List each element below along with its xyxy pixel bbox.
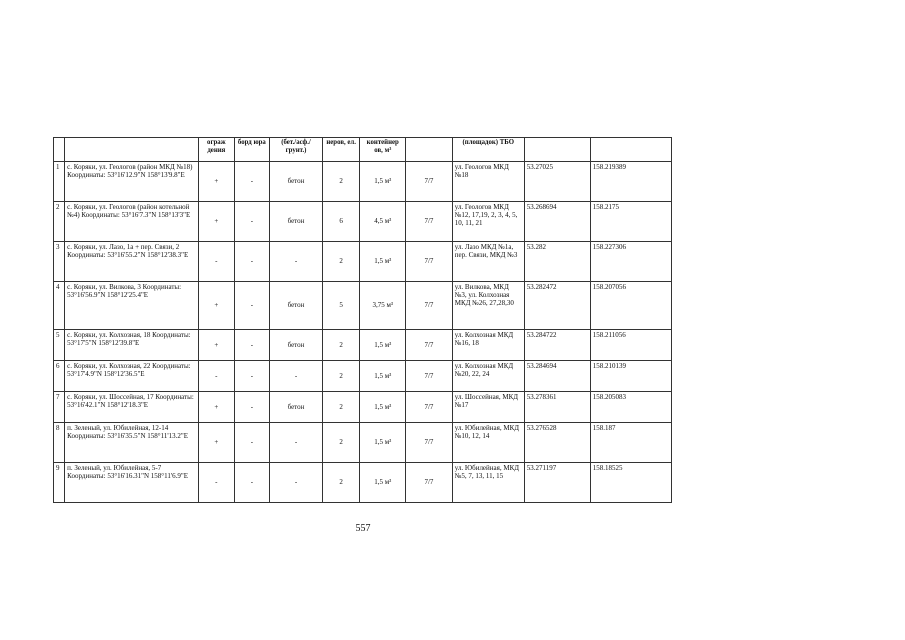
waste-sites-table [53,137,672,503]
row-number: 3 [54,242,65,282]
row-curb: - [234,162,270,202]
row-address: с. Коряки, ул. Вилкова, 3 Координаты: 53°16'56.9"N 158°12'25.4"E [65,282,199,330]
row-period: 7/7 [406,162,453,202]
row-curb: - [234,423,270,463]
row-quantity: 2 [322,242,360,282]
header-served: (площадок) ТБО [452,138,524,162]
row-fence: + [199,282,235,330]
row-surface: - [270,242,323,282]
row-served: ул. Колхозная МКД №20, 22, 24 [452,361,524,392]
row-volume: 1,5 м³ [360,330,406,361]
row-served: ул. Юбилейная, МКД №5, 7, 13, 11, 15 [452,463,524,503]
table-row [54,330,672,361]
row-served: ул. Шоссейная, МКД №17 [452,392,524,423]
row-curb: - [234,202,270,242]
page-number: 557 [355,523,371,534]
row-address: с. Коряки, ул. Лазо, 1а + пер. Связи, 2 Координаты: 53°16'55.2"N 158°12'38.3"E [65,242,199,282]
table-row [54,463,672,503]
row-latitude: 53.27025 [524,162,590,202]
row-period: 7/7 [406,202,453,242]
header-volume: контейнер ов, м³ [360,138,406,162]
row-longitude: 158.187 [590,423,671,463]
row-period: 7/7 [406,423,453,463]
row-fence: - [199,361,235,392]
header-cell [524,138,590,162]
row-latitude: 53.271197 [524,463,590,503]
row-surface: бетон [270,392,323,423]
row-period: 7/7 [406,392,453,423]
row-fence: + [199,392,235,423]
row-served: ул. Геологов МКД №12, 17,19, 2, 3, 4, 5, 10, 11, 21 [452,202,524,242]
row-surface: бетон [270,330,323,361]
row-longitude: 158.219389 [590,162,671,202]
row-number: 7 [54,392,65,423]
row-served: ул. Вилкова, МКД №3, ул. Колхозная МКД №26, 27,28,30 [452,282,524,330]
row-served: ул. Юбилейная, МКД №10, 12, 14 [452,423,524,463]
table-row [54,162,672,202]
row-longitude: 158.205083 [590,392,671,423]
header-fence: ограж дения [199,138,235,162]
row-fence: + [199,202,235,242]
row-address: с. Коряки, ул. Геологов (район котельной №4) Координаты: 53°16'7.3"N 158°13'3"E [65,202,199,242]
row-volume: 1,5 м³ [360,162,406,202]
header-quantity: неров, ел. [322,138,360,162]
row-period: 7/7 [406,463,453,503]
row-address: с. Коряки, ул. Колхозная, 18 Координаты: 53°17'5"N 158°12'39.8"E [65,330,199,361]
header-curb: борд юра [234,138,270,162]
row-served: ул. Колхозная МКД №16, 18 [452,330,524,361]
row-surface: - [270,463,323,503]
row-number: 4 [54,282,65,330]
table-row [54,202,672,242]
row-volume: 3,75 м³ [360,282,406,330]
row-number: 1 [54,162,65,202]
row-quantity: 2 [322,392,360,423]
row-surface: бетон [270,162,323,202]
row-volume: 4,5 м³ [360,202,406,242]
row-latitude: 53.284722 [524,330,590,361]
row-longitude: 158.2175 [590,202,671,242]
row-curb: - [234,463,270,503]
row-volume: 1,5 м³ [360,463,406,503]
table-row [54,282,672,330]
row-latitude: 53.282 [524,242,590,282]
row-latitude: 53.268694 [524,202,590,242]
row-surface: бетон [270,202,323,242]
row-period: 7/7 [406,330,453,361]
row-address: с. Коряки, ул. Геологов (район МКД №18) Координаты: 53°16'12.9"N 158°13'9.8"E [65,162,199,202]
row-surface: - [270,361,323,392]
row-period: 7/7 [406,361,453,392]
row-number: 6 [54,361,65,392]
header-cell [406,138,453,162]
row-quantity: 2 [322,423,360,463]
row-number: 5 [54,330,65,361]
row-volume: 1,5 м³ [360,423,406,463]
row-period: 7/7 [406,282,453,330]
header-surface: (бет./асф./ грунт.) [270,138,323,162]
row-served: ул. Геологов МКД №18 [452,162,524,202]
row-surface: - [270,423,323,463]
row-longitude: 158.18525 [590,463,671,503]
row-longitude: 158.210139 [590,361,671,392]
row-address: п. Зеленый, ул. Юбилейная, 12-14 Координаты: 53°16'35.5"N 158°11'13.2"E [65,423,199,463]
row-number: 9 [54,463,65,503]
row-address: с. Коряки, ул. Шоссейная, 17 Координаты: 53°16'42.1"N 158°12'18.3"E [65,392,199,423]
row-address: с. Коряки, ул. Колхозная, 22 Координаты: 53°17'4.9"N 158°12'36.5"E [65,361,199,392]
row-fence: - [199,242,235,282]
row-number: 2 [54,202,65,242]
table-row [54,392,672,423]
row-fence: + [199,330,235,361]
row-latitude: 53.278361 [524,392,590,423]
row-fence: + [199,423,235,463]
row-curb: - [234,392,270,423]
table-row [54,423,672,463]
row-period: 7/7 [406,242,453,282]
row-latitude: 53.284694 [524,361,590,392]
row-curb: - [234,330,270,361]
row-curb: - [234,242,270,282]
row-number: 8 [54,423,65,463]
row-quantity: 2 [322,162,360,202]
row-quantity: 5 [322,282,360,330]
row-quantity: 6 [322,202,360,242]
row-quantity: 2 [322,361,360,392]
table-row [54,361,672,392]
header-cell [590,138,671,162]
row-volume: 1,5 м³ [360,242,406,282]
row-curb: - [234,282,270,330]
row-longitude: 158.227306 [590,242,671,282]
table-row [54,242,672,282]
row-fence: + [199,162,235,202]
table-header-row [54,138,672,162]
row-quantity: 2 [322,463,360,503]
header-cell [54,138,65,162]
row-curb: - [234,361,270,392]
row-volume: 1,5 м³ [360,361,406,392]
row-longitude: 158.211056 [590,330,671,361]
row-address: п. Зеленый, ул. Юбилейная, 5-7 Координаты: 53°16'16.31"N 158°11'6.9"E [65,463,199,503]
row-fence: - [199,463,235,503]
row-surface: бетон [270,282,323,330]
row-latitude: 53.282472 [524,282,590,330]
row-longitude: 158.207056 [590,282,671,330]
row-volume: 1,5 м³ [360,392,406,423]
row-quantity: 2 [322,330,360,361]
header-cell [65,138,199,162]
row-latitude: 53.276528 [524,423,590,463]
row-served: ул. Лазо МКД №1а, пер. Связи, МКД №3 [452,242,524,282]
